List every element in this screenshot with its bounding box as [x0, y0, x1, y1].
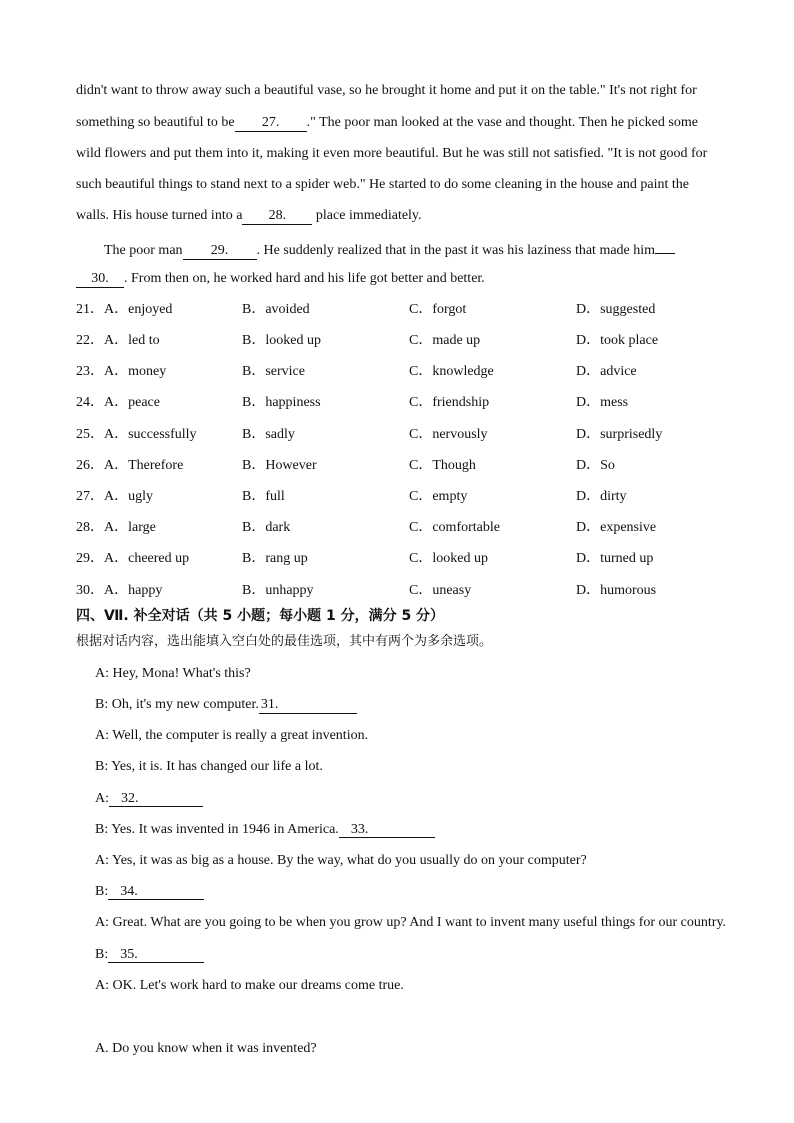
question-row-27 — [76, 487, 756, 507]
blank-27: 27. — [235, 115, 307, 132]
passage-text: ." The poor man looked at the vase and thought. Then he picked some — [306, 115, 698, 130]
passage-line-4 — [76, 175, 756, 195]
option-b: B．rang up — [242, 551, 308, 566]
question-row-25 — [76, 425, 756, 445]
blank-34: 34. — [108, 884, 204, 900]
option-d: D．turned up — [576, 551, 654, 566]
passage-line-3 — [76, 144, 756, 164]
question-row-28 — [76, 518, 756, 538]
passage-text: wild flowers and put them into it, making it even more beautiful. But he was still not satisfied. "It is not good for — [76, 146, 708, 161]
passage-text: didn't want to throw away such a beautiful vase, so he brought it home and put it on the table." It's not right for — [76, 83, 697, 98]
dialogue-text: B: Oh, it's my new computer. — [95, 697, 259, 712]
option-c: C．nervously — [409, 427, 488, 442]
question-row-29 — [76, 549, 756, 569]
option-d: D．mess — [576, 395, 629, 410]
option-b: B．happiness — [242, 395, 321, 410]
option-a: 21．A．enjoyed — [76, 302, 173, 317]
question-row-23 — [76, 362, 756, 382]
passage-text: . From then on, he worked hard and his life got better and better. — [124, 271, 485, 286]
passage-text: The poor man — [104, 243, 183, 258]
option-c: C．looked up — [409, 551, 488, 566]
option-c: C．empty — [409, 489, 468, 504]
option-b: B．service — [242, 364, 305, 379]
option-d: D．surprisedly — [576, 427, 663, 442]
option-a: 22．A．led to — [76, 333, 160, 348]
option-a: 25．A．successfully — [76, 427, 197, 442]
question-row-26 — [76, 456, 756, 476]
dialogue-line-10 — [95, 945, 204, 965]
blank-30: 30. — [76, 271, 124, 288]
blank-33: 33. — [339, 822, 435, 838]
option-c: C．knowledge — [409, 364, 494, 379]
dialogue-line-6 — [95, 820, 435, 840]
option-d: D．expensive — [576, 520, 657, 535]
option-c: C．friendship — [409, 395, 490, 410]
dialogue-line-1: A: Hey, Mona! What's this? — [95, 666, 251, 681]
blank-29: 29. — [183, 243, 257, 260]
dialogue-text: B: Yes. It was invented in 1946 in America. — [95, 822, 339, 837]
option-c: C．uneasy — [409, 583, 472, 598]
dialogue-text: B: — [95, 884, 109, 899]
dialogue-line-3: A: Well, the computer is really a great invention. — [95, 728, 369, 743]
passage-line-6 — [104, 237, 784, 261]
section-instruction: 根据对话内容，选出能填入空白处的最佳选项，其中有两个为多余选项。 — [76, 634, 493, 649]
passage-text: something so beautiful to be — [76, 115, 235, 130]
passage-line-5 — [76, 206, 756, 226]
option-a: 23．A．money — [76, 364, 167, 379]
option-a: 24．A．peace — [76, 395, 160, 410]
option-b: B．avoided — [242, 302, 310, 317]
option-b: B．unhappy — [242, 583, 314, 598]
passage-text: place immediately. — [312, 208, 422, 223]
dialogue-line-9: A: Great. What are you going to be when you grow up? And I want to invent many useful things for our country. — [95, 915, 727, 930]
option-a: 28．A．large — [76, 520, 156, 535]
option-a: 26．A．Therefore — [76, 458, 184, 473]
option-a: 27．A．ugly — [76, 489, 153, 504]
dialogue-line-7: A: Yes, it was as big as a house. By the way, what do you usually do on your computer? — [95, 853, 587, 868]
dialogue-line-5 — [95, 789, 203, 809]
passage-text: . He suddenly realized that in the past it was his laziness that made him — [256, 243, 656, 258]
option-b: B．dark — [242, 520, 291, 535]
option-c: C．Though — [409, 458, 476, 473]
question-row-24 — [76, 393, 756, 413]
answer-option-a: A. Do you know when it was invented? — [95, 1041, 317, 1056]
passage-text: such beautiful things to stand next to a spider web." He started to do some cleaning in the house and paint the — [76, 177, 690, 192]
option-a: 30．A．happy — [76, 583, 163, 598]
option-b: B．full — [242, 489, 285, 504]
section-heading: 四、Ⅶ. 补全对话（共 5 小题；每小题 1 分，满分 5 分） — [76, 608, 445, 624]
option-d: D．humorous — [576, 583, 657, 598]
dialogue-line-8 — [95, 882, 204, 902]
option-a: 29．A．cheered up — [76, 551, 190, 566]
option-c: C．forgot — [409, 302, 467, 317]
option-c: C．made up — [409, 333, 481, 348]
dialogue-line-2 — [95, 695, 357, 715]
option-b: B．sadly — [242, 427, 295, 442]
passage-text: walls. His house turned into a — [76, 208, 243, 223]
blank-35: 35. — [108, 947, 204, 963]
option-b: B．However — [242, 458, 317, 473]
question-row-21 — [76, 300, 756, 320]
dialogue-line-4: B: Yes, it is. It has changed our life a lot. — [95, 759, 323, 774]
blank-30-start — [655, 237, 675, 254]
question-row-30 — [76, 581, 756, 601]
question-row-22 — [76, 331, 756, 351]
option-c: C．comfortable — [409, 520, 500, 535]
option-d: D．suggested — [576, 302, 656, 317]
option-d: D．took place — [576, 333, 659, 348]
option-d: D．dirty — [576, 489, 627, 504]
blank-28: 28. — [242, 208, 312, 225]
blank-31: 31. — [259, 697, 357, 714]
passage-line-7 — [76, 269, 756, 289]
option-b: B．looked up — [242, 333, 321, 348]
dialogue-text: A: — [95, 791, 109, 806]
passage-line-1 — [76, 81, 756, 101]
blank-32: 32. — [109, 791, 203, 807]
dialogue-text: B: — [95, 947, 109, 962]
option-d: D．So — [576, 458, 615, 473]
passage-line-2 — [76, 113, 756, 133]
option-d: D．advice — [576, 364, 637, 379]
dialogue-line-11: A: OK. Let's work hard to make our dreams come true. — [95, 978, 404, 993]
